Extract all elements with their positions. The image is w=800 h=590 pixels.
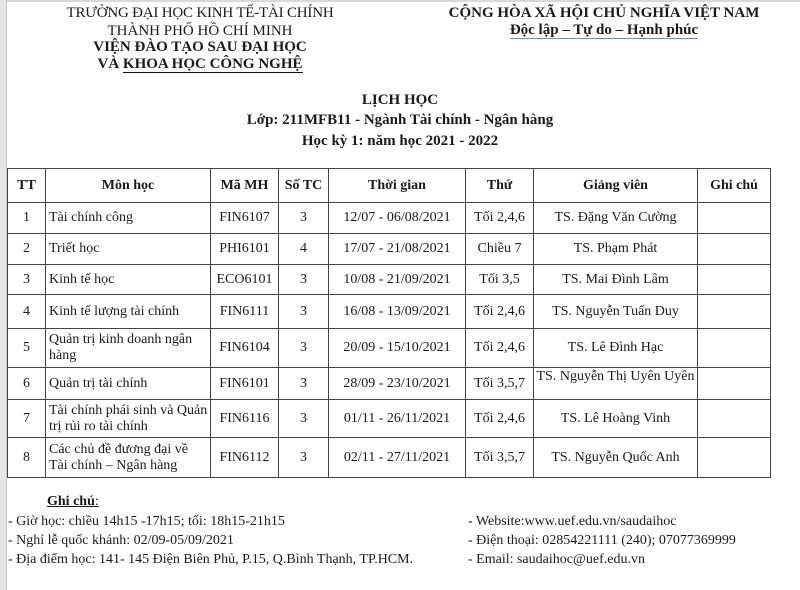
contact-website: - Website:www.uef.edu.vn/saudaihoc [468, 514, 677, 529]
row-tt: 8 [8, 438, 46, 478]
row-note [698, 265, 771, 295]
contact-phone: - Điện thoại: 02854221111 (240); 07077369999 [468, 533, 736, 548]
row-period: 16/08 - 13/09/2021 [329, 295, 466, 329]
row-tt: 6 [8, 368, 46, 400]
national-motto-text: Độc lập – Tự do – Hạnh phúc [509, 22, 699, 38]
row-period: 17/07 - 21/08/2021 [329, 234, 466, 265]
row-subject: Kinh tế học [46, 265, 211, 295]
note-location: - Địa điểm học: 141- 145 Điện Biên Phủ, P.15, Q.Bình Thạnh, TP.HCM. [8, 552, 414, 567]
notes-title-colon: : [94, 494, 99, 509]
institute-name: VIỆN ĐÀO TẠO SAU ĐẠI HỌC [93, 39, 307, 55]
national-title: CỘNG HÒA XÃ HỘI CHỦ NGHĨA VIỆT NAM [448, 5, 760, 21]
row-code: FIN6116 [211, 400, 279, 438]
row-lecturer: TS. Lê Hoàng Vinh [534, 400, 698, 438]
header-day: Thứ [466, 169, 534, 203]
row-credits: 3 [279, 295, 329, 329]
row-period: 10/08 - 21/09/2021 [329, 265, 466, 295]
row-note [698, 295, 771, 329]
row-tt: 4 [8, 295, 46, 329]
university-name: TRƯỜNG ĐẠI HỌC KINH TẾ-TÀI CHÍNH [66, 5, 334, 21]
university-city: THÀNH PHỐ HỒ CHÍ MINH [107, 23, 293, 39]
row-note [698, 329, 771, 368]
header-tt: TT [8, 169, 46, 203]
row-tt: 7 [8, 400, 46, 438]
table-row [8, 265, 771, 295]
header-lecturer: Giảng viên [534, 169, 698, 203]
row-lecturer: TS. Đặng Văn Cường [534, 203, 698, 234]
term-line: Học kỳ 1: năm học 2021 - 2022 [301, 133, 499, 149]
row-day: Tối 3,5,7 [466, 438, 534, 478]
row-credits: 3 [279, 438, 329, 478]
note-holiday: - Nghỉ lễ quốc khánh: 02/09-05/09/2021 [8, 533, 234, 548]
row-day: Tối 2,4,6 [466, 400, 534, 438]
institute-underlined: KHOA HỌC CÔNG NGHỆ [122, 56, 303, 72]
class-line: Lớp: 211MFB11 - Ngành Tài chính - Ngân hàng [246, 112, 554, 128]
schedule-title: LỊCH HỌC [361, 92, 439, 108]
row-period: 28/09 - 23/10/2021 [329, 368, 466, 400]
row-subject: Quản trị tài chính [46, 368, 211, 400]
row-tt: 2 [8, 234, 46, 265]
row-credits: 3 [279, 368, 329, 400]
table-header-row [8, 169, 771, 203]
header-credits: Số TC [279, 169, 329, 203]
row-credits: 3 [279, 400, 329, 438]
row-code: FIN6104 [211, 329, 279, 368]
row-note [698, 203, 771, 234]
note-hours: - Giờ học: chiều 14h15 -17h15; tối: 18h15-21h15 [8, 514, 285, 529]
institute-prefix: VÀ [97, 56, 123, 72]
row-day: Tối 2,4,6 [466, 329, 534, 368]
row-credits: 3 [279, 203, 329, 234]
row-code: FIN6112 [211, 438, 279, 478]
header-subject: Môn học [46, 169, 211, 203]
row-tt: 5 [8, 329, 46, 368]
row-period: 20/09 - 15/10/2021 [329, 329, 466, 368]
row-lecturer: TS. Mai Đình Lâm [534, 265, 698, 295]
table-row [8, 295, 771, 329]
row-subject: Triết học [46, 234, 211, 265]
row-subject: Tài chính công [46, 203, 211, 234]
row-lecturer: TS. Nguyễn Thị Uyên Uyên [534, 368, 698, 400]
table-row [8, 368, 771, 400]
notes-title-text: Ghi chú [47, 494, 95, 509]
row-lecturer: TS. Nguyễn Tuấn Duy [534, 295, 698, 329]
row-code: ECO6101 [211, 265, 279, 295]
spreadsheet-top-edge [0, 0, 800, 2]
row-subject: Quản trị kinh doanh ngân hàng [46, 329, 211, 368]
row-code: FIN6111 [211, 295, 279, 329]
notes-title [47, 494, 99, 510]
row-note [698, 400, 771, 438]
row-credits: 3 [279, 265, 329, 295]
row-tt: 1 [8, 203, 46, 234]
table-row [8, 203, 771, 234]
row-day: Tối 2,4,6 [466, 203, 534, 234]
row-lecturer: TS. Nguyễn Quốc Anh [534, 438, 698, 478]
row-lecturer: TS. Lê Đình Hạc [534, 329, 698, 368]
table-row [8, 400, 771, 438]
table-row [8, 234, 771, 265]
row-day: Tối 3,5 [466, 265, 534, 295]
row-credits: 4 [279, 234, 329, 265]
row-lecturer: TS. Phạm Phát [534, 234, 698, 265]
table-row [8, 438, 771, 478]
row-code: PHI6101 [211, 234, 279, 265]
row-period: 02/11 - 27/11/2021 [329, 438, 466, 478]
row-note [698, 438, 771, 478]
row-day: Tối 3,5,7 [466, 368, 534, 400]
institute-name-line2 [0, 56, 400, 73]
header-code: Mã MH [211, 169, 279, 203]
row-day: Chiều 7 [466, 234, 534, 265]
header-note: Ghi chú [698, 169, 771, 203]
table-row [8, 329, 771, 368]
row-tt: 3 [8, 265, 46, 295]
row-period: 12/07 - 06/08/2021 [329, 203, 466, 234]
row-subject: Tài chính phái sinh và Quản trị rủi ro tài chính [46, 400, 211, 438]
header-period: Thời gian [329, 169, 466, 203]
row-day: Tối 2,4,6 [466, 295, 534, 329]
row-credits: 3 [279, 329, 329, 368]
schedule-table [7, 168, 771, 478]
contact-email: - Email: saudaihoc@uef.edu.vn [468, 552, 645, 567]
row-subject: Kinh tế lượng tài chính [46, 295, 211, 329]
row-subject: Các chủ đề đương đại về Tài chính – Ngân hàng [46, 438, 211, 478]
row-code: FIN6101 [211, 368, 279, 400]
row-code: FIN6107 [211, 203, 279, 234]
spreadsheet-row-headers [0, 0, 7, 590]
national-motto [408, 22, 800, 39]
row-period: 01/11 - 26/11/2021 [329, 400, 466, 438]
row-note [698, 368, 771, 400]
row-note [698, 234, 771, 265]
